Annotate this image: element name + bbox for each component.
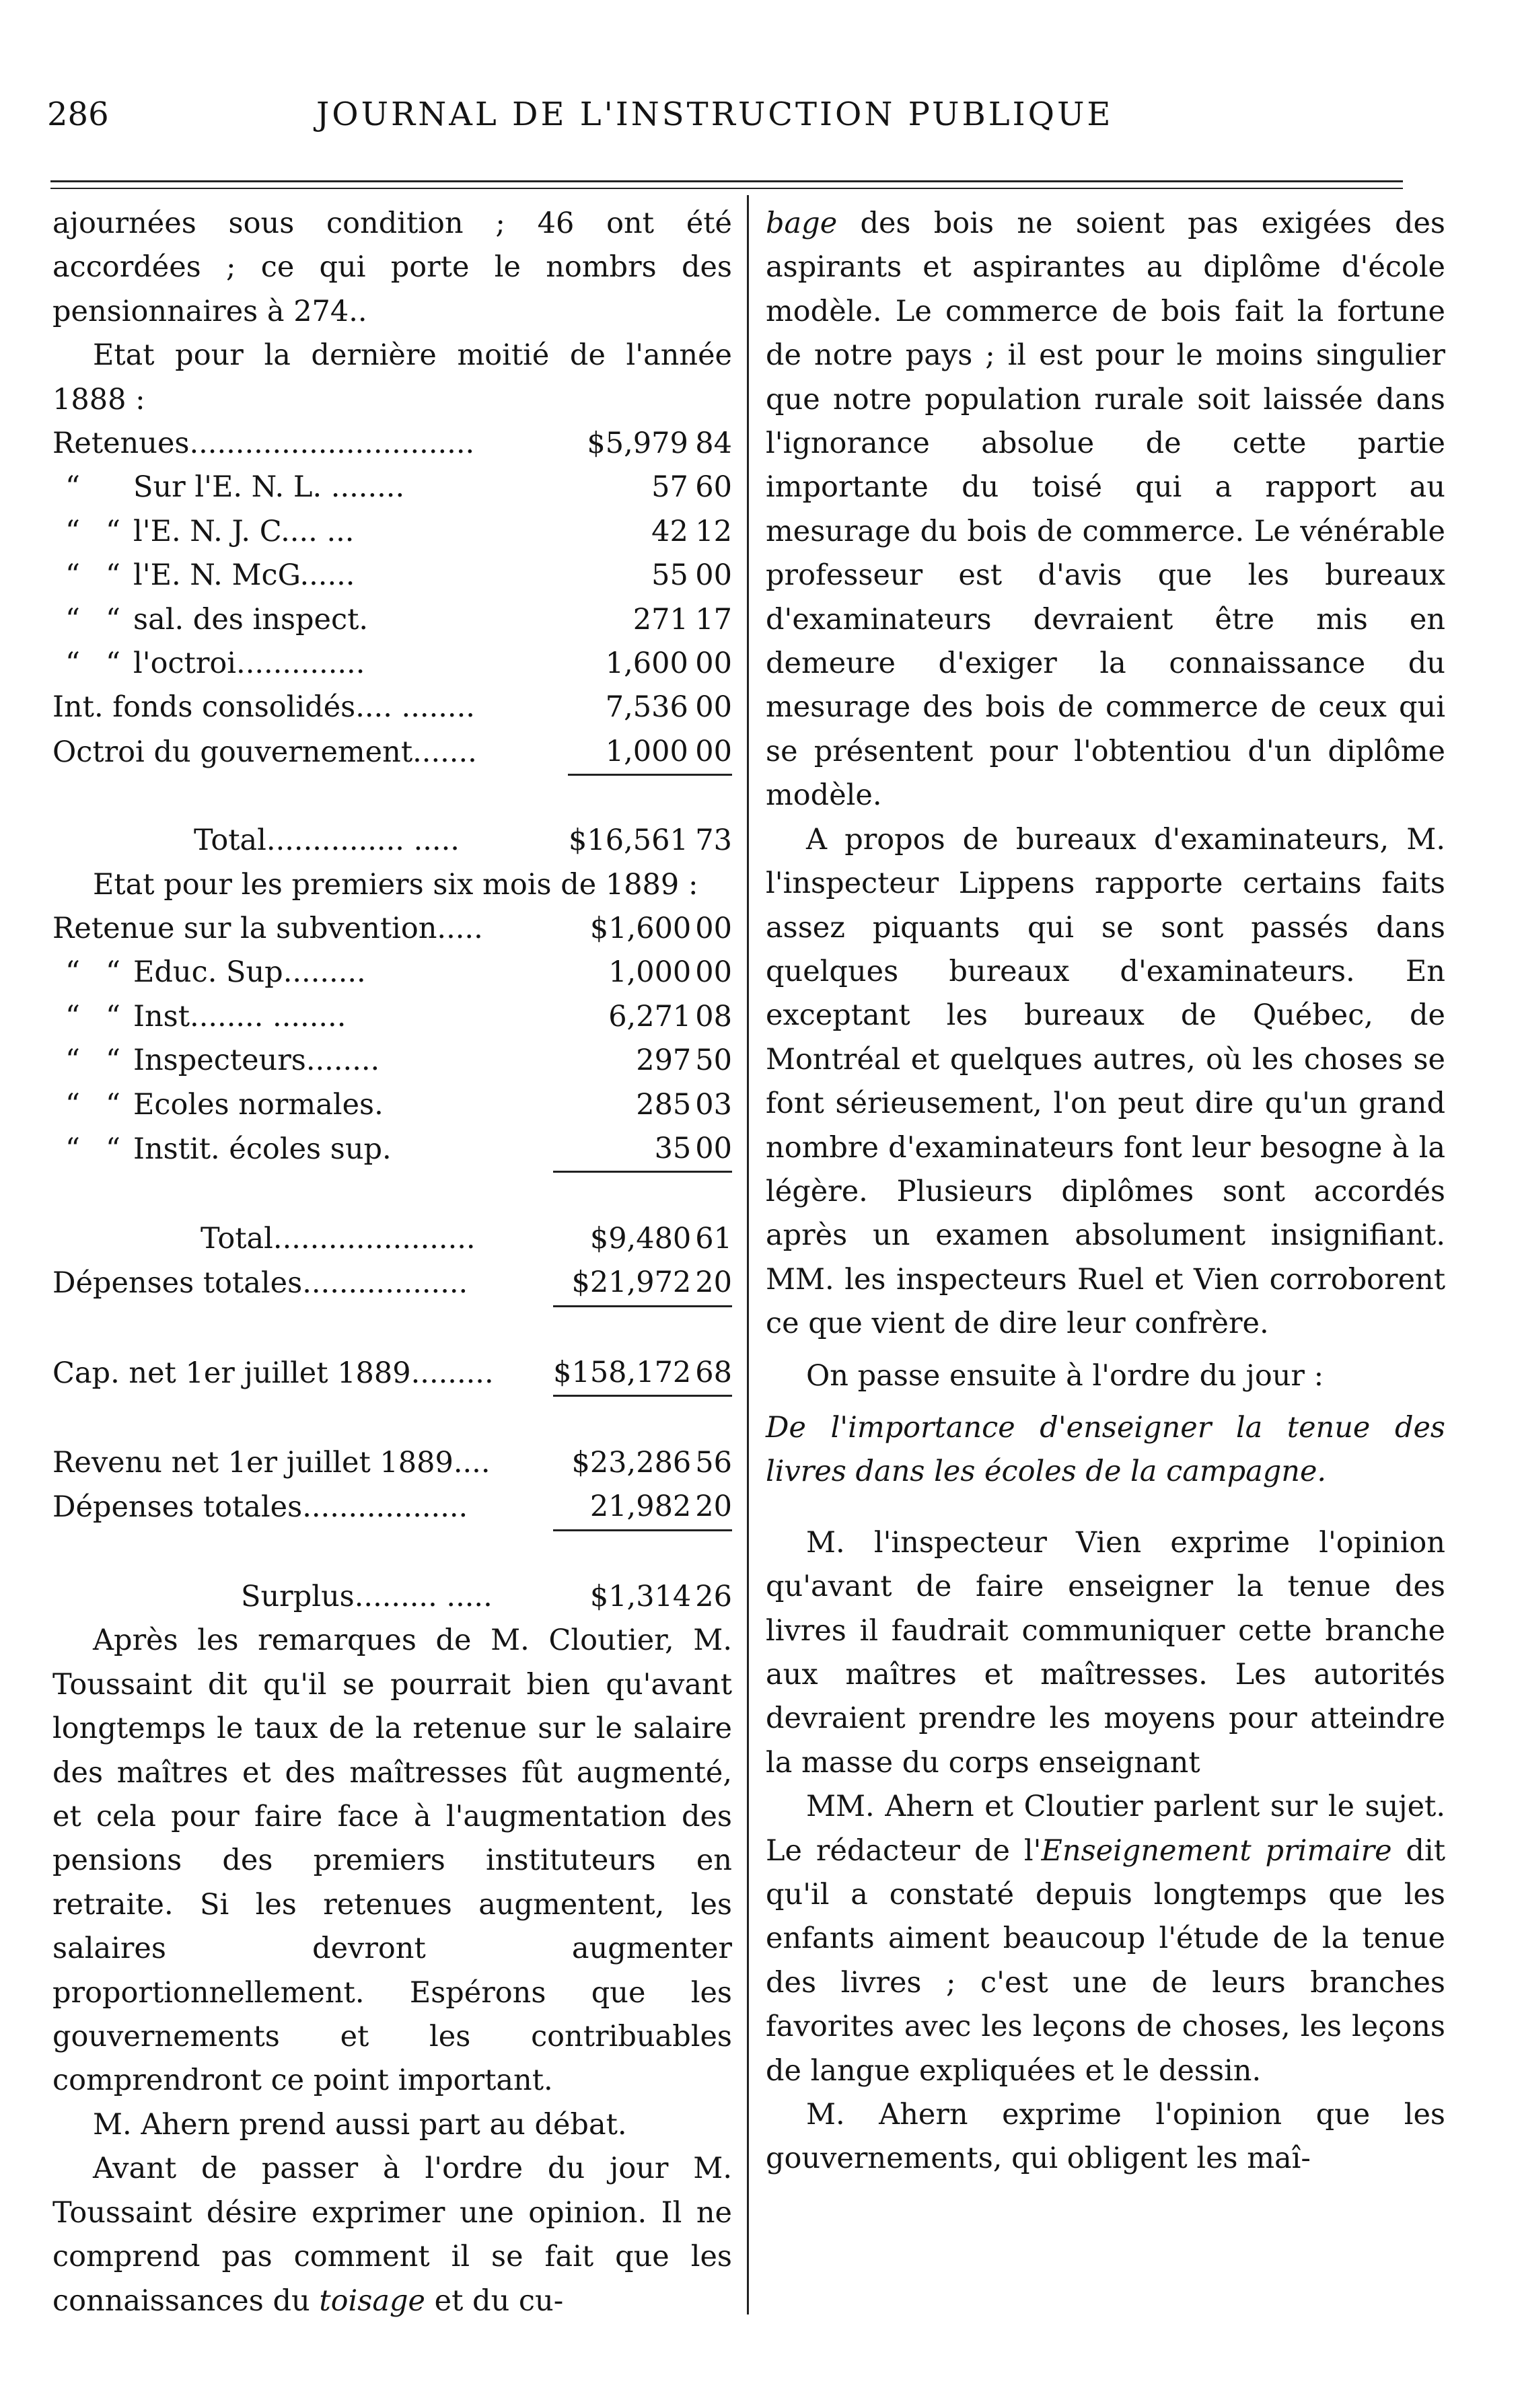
ditto-mark: “ [106, 558, 120, 593]
ditto-mark: “ [106, 647, 120, 681]
total-cents: 61 [695, 1221, 732, 1255]
ledger-row [52, 730, 732, 775]
row-label: Int. fonds consolidés.... ........ [52, 690, 475, 725]
running-title: JOURNAL DE L'INSTRUCTION PUBLIQUE [316, 96, 1114, 133]
ledger-row [52, 1351, 732, 1396]
row-label: Octroi du gouvernement....... [52, 735, 477, 769]
row-cents: 00 [695, 558, 732, 593]
ledger-row [52, 1083, 732, 1127]
paragraph: ajournées sous condition ; 46 ont été accordées ; ce qui porte le nombrs des pensionnaires à 274.. [52, 207, 732, 328]
row-amount: 5,979 [605, 427, 688, 461]
total-amount: 16,561 [587, 824, 688, 858]
dollar-sign: $ [553, 1356, 572, 1390]
paragraph [52, 2147, 732, 2323]
row-label: l'E. N. J. C.... ... [133, 514, 355, 548]
header-rule [50, 180, 1403, 182]
row-cents: 00 [695, 911, 732, 945]
ledger-row [52, 466, 732, 509]
row-amount: 1,000 [608, 955, 692, 990]
row-label: Dépenses totales.................. [52, 1490, 468, 1524]
ditto-mark: “ [65, 1087, 80, 1122]
dollar-sign: $ [589, 1580, 609, 1614]
row-cents: 03 [695, 1087, 732, 1122]
ledger-row [52, 995, 732, 1039]
ditto-mark: “ [65, 558, 80, 593]
row-amount: 23,286 [589, 1445, 692, 1480]
row-cents: 50 [695, 1044, 732, 1078]
row-label: Educ. Sup......... [133, 955, 366, 990]
italic-term: toisage [319, 2284, 425, 2318]
row-amount: 297 [636, 1044, 692, 1078]
ledger-row [52, 422, 732, 466]
italic-title: Enseignement primaire [1041, 1833, 1392, 1868]
row-label: Inspecteurs........ [133, 1044, 380, 1078]
ditto-mark: “ [65, 955, 80, 990]
row-cents: 56 [695, 1445, 732, 1480]
paragraph: Etat pour les premiers six mois de 1889 : [93, 867, 698, 902]
row-label: sal. des inspect. [133, 602, 369, 636]
row-amount: 35 [654, 1132, 692, 1166]
ditto-mark: “ [106, 1087, 120, 1122]
dollar-sign: $ [589, 1221, 609, 1255]
ledger-row [52, 951, 732, 994]
row-cents: 17 [695, 602, 732, 636]
row-amount: 1,600 [605, 647, 688, 681]
row-amount: 21,972 [589, 1266, 692, 1300]
ledger-row [52, 510, 732, 554]
paragraph: Après les remarques de M. Cloutier, M. Toussaint dit qu'il se pourrait bien qu'avant longtemps le taux de la retenue sur le salaire des maîtres et des maîtresses fût augmenté, et cela pour faire face à l'augmentation des pensions des premiers instituteurs en retraite. Si les retenues augmentent, les salaires devront augmenter proportionnellement. Espérons que les gouvernements et les contribuables comprendront ce point important. [52, 1623, 732, 2098]
ledger-1888 [52, 422, 732, 863]
row-label: Ecoles normales. [133, 1087, 384, 1122]
row-label: Retenue sur la subvention..... [52, 911, 483, 945]
right-column [766, 202, 1445, 2181]
row-cents: 20 [695, 1266, 732, 1300]
row-label: Sur l'E. N. L. ........ [133, 470, 405, 505]
text-run: Avant de passer à l'ordre du jour M. Toussaint désire exprimer une opinion. Il ne comprend pas comment il se fait que les connaissances du [52, 2152, 732, 2318]
paragraph: A propos de bureaux d'examinateurs, M. l'inspecteur Lippens rapporte certains faits assez piquants qui se sont passés dans quelques bureaux d'examinateurs. En exceptant les bureaux de Québec, de Montréal et quelques autres, où les choses se font sérieusement, l'on peut dire qu'un grand nombre d'examinateurs font leur besogne à la légère. Plusieurs diplômes sont accordés après un examen absolument insignifiant. MM. les inspecteurs Ruel et Vien corroborent ce que vient de dire leur confrère. [766, 822, 1445, 1341]
header-rule-thin [50, 188, 1403, 189]
row-cents: 00 [695, 955, 732, 990]
row-cents: 00 [695, 1132, 732, 1166]
row-amount: 6,271 [608, 999, 692, 1033]
surplus-amount: 1,314 [608, 1580, 692, 1614]
ditto-mark: “ [65, 1044, 80, 1078]
row-amount: 42 [651, 514, 688, 548]
row-cents: 00 [695, 734, 732, 768]
total-cents: 73 [695, 824, 732, 858]
row-amount: 55 [651, 558, 688, 593]
ledger-total-row [52, 819, 732, 863]
ditto-mark: “ [106, 1044, 120, 1078]
ditto-mark: “ [106, 514, 120, 548]
agenda-topic: De l'importance d'enseigner la tenue des livres dans les écoles de la campagne. [766, 1410, 1445, 1489]
dollar-sign: $ [587, 427, 606, 461]
row-cents: 12 [695, 514, 732, 548]
row-label: Dépenses totales.................. [52, 1266, 468, 1300]
row-label: Cap. net 1er juillet 1889......... [52, 1356, 494, 1390]
paragraph: M. Ahern exprime l'opinion que les gouvernements, qui obligent les maî- [766, 2098, 1445, 2176]
row-label: Inst........ ........ [133, 999, 347, 1033]
total-label: Total...................... [201, 1221, 476, 1255]
ledger-row [52, 907, 732, 951]
surplus-cents: 26 [695, 1580, 732, 1614]
dollar-sign: $ [569, 824, 587, 858]
ledger-row [52, 642, 732, 686]
ditto-mark: “ [65, 470, 80, 505]
paragraph: Etat pour la dernière moitié de l'année 1888 : [52, 338, 732, 416]
row-amount: 1,600 [608, 911, 692, 945]
row-amount: 21,982 [589, 1490, 692, 1524]
row-label: Retenues............................... [52, 427, 475, 461]
dollar-sign: $ [571, 1266, 590, 1300]
row-cents: 84 [695, 427, 732, 461]
dollar-sign: $ [571, 1445, 590, 1480]
row-amount: 271 [632, 602, 688, 636]
total-label: Total............... ..... [194, 824, 460, 858]
row-cents: 08 [695, 999, 732, 1033]
row-cents: 00 [695, 690, 732, 725]
ditto-mark: “ [65, 514, 80, 548]
ledger-total-row [52, 1575, 732, 1619]
row-cents: 68 [695, 1356, 732, 1390]
ditto-mark: “ [65, 999, 80, 1033]
row-amount: 57 [651, 470, 688, 505]
paragraph [766, 1785, 1445, 2093]
ditto-mark: “ [65, 1132, 80, 1166]
text-run: des bois ne soient pas exigées des aspirants et aspirantes au diplôme d'école modèle. Le commerce de bois fait la fortune de notre pays ; il est pour le moins singulier que notre population rurale soit laissée dans l'ignorance absolue de cette partie importante du toisé qui a rapport au mesurage du bois de commerce. Le vénérable professeur est d'avis que les bureaux d'examinateurs devraient être mis en demeure d'exiger la connaissance du mesurage des bois de commerce de ceux qui se présentent pour l'obtentiou d'un diplôme modèle. [766, 207, 1445, 813]
row-amount: 7,536 [605, 690, 688, 725]
row-cents: 00 [695, 647, 732, 681]
page-number: 286 [47, 96, 109, 133]
page-header [47, 91, 1393, 145]
row-label: Revenu net 1er juillet 1889.... [52, 1445, 491, 1480]
text-run: dit qu'il a constaté depuis longtemps que les enfants aiment beaucoup l'étude de la tenue des livres ; c'est une de leurs branches favorites avec les leçons de choses, les leçons de langue expliquées et le dessin. [766, 1833, 1445, 2088]
column-divider [747, 195, 749, 2314]
ledger-row [52, 1261, 732, 1306]
ledger-row [52, 598, 732, 642]
row-label: Instit. écoles sup. [133, 1132, 392, 1166]
paragraph: On passe ensuite à l'ordre du jour : [806, 1358, 1324, 1393]
ledger-row [52, 1485, 732, 1530]
dollar-sign: $ [589, 911, 609, 945]
ledger-row [52, 686, 732, 729]
row-cents: 20 [695, 1490, 732, 1524]
paragraph: M. Ahern prend aussi part au débat. [93, 2107, 627, 2142]
left-column [52, 202, 732, 2323]
ditto-mark: “ [106, 1132, 120, 1166]
ditto-mark: “ [65, 602, 80, 636]
row-label: l'E. N. McG...... [133, 558, 355, 593]
italic-term: bage [766, 207, 838, 240]
paragraph [766, 202, 1445, 818]
ditto-mark: “ [106, 955, 120, 990]
paragraph: M. l'inspecteur Vien exprime l'opinion qu'avant de faire enseigner la tenue des livres il faudrait communiquer cette branche aux maîtres et maîtresses. Les autorités devraient prendre les moyens pour atteindre la masse du corps enseignant [766, 1525, 1445, 1780]
ledger-row [52, 1039, 732, 1083]
text-run: et du cu- [425, 2284, 564, 2318]
row-cents: 60 [695, 470, 732, 505]
surplus-label: Surplus......... ..... [241, 1580, 493, 1614]
ledger-row [52, 1127, 732, 1172]
ledger-1889 [52, 907, 732, 1619]
ditto-mark: “ [65, 647, 80, 681]
ledger-row [52, 554, 732, 597]
ledger-row [52, 1441, 732, 1485]
ledger-total-row [52, 1217, 732, 1261]
row-label: l'octroi.............. [133, 647, 365, 681]
row-amount: 158,172 [571, 1356, 692, 1390]
text-run: MM. Ahern et Cloutier parlent sur le sujet. Le rédacteur de l' [766, 1790, 1445, 1868]
ditto-mark: “ [106, 999, 120, 1033]
row-amount: 285 [636, 1087, 692, 1122]
total-amount: 9,480 [608, 1221, 692, 1255]
row-amount: 1,000 [605, 734, 688, 768]
ditto-mark: “ [106, 602, 120, 636]
